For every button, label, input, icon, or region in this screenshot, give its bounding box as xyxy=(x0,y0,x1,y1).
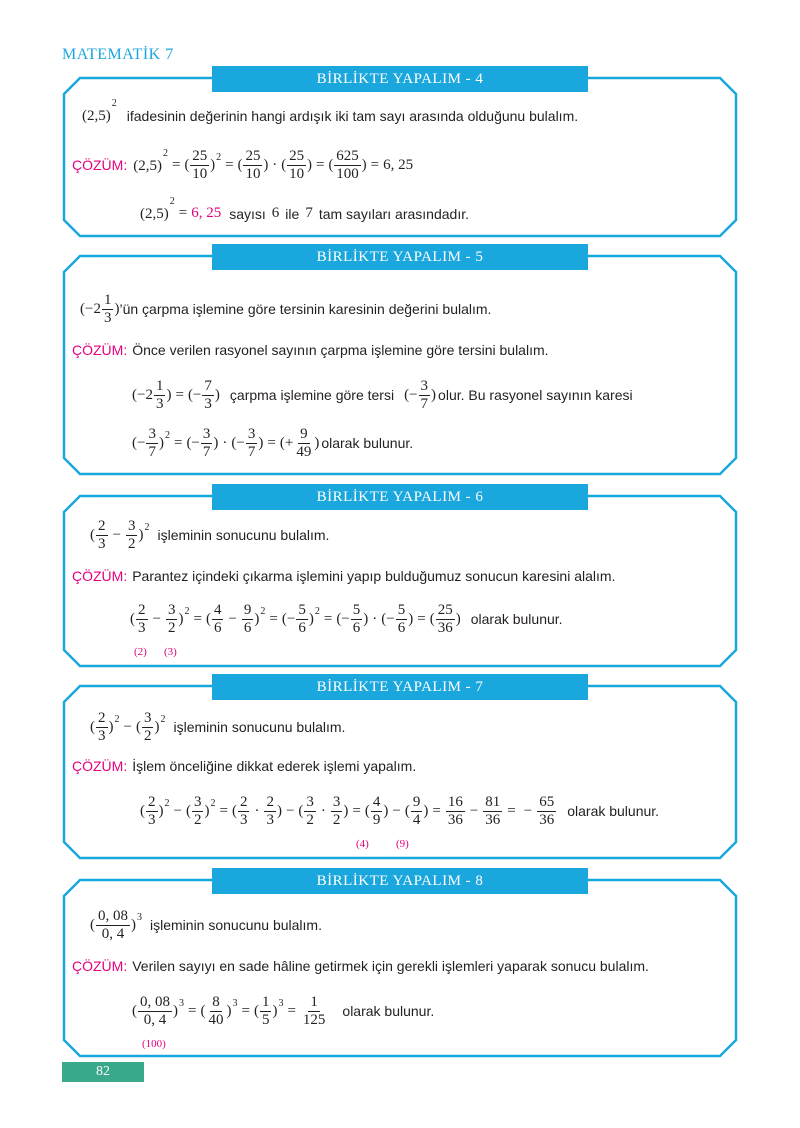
solution-5 xyxy=(72,342,549,358)
solution-line-8: ( $\frac{0, 08}{0, 4}$ ) 3 = ( $\frac{8}{40}$ ) 3 = ( $\frac{1}{5}$ ) 3 = $\frac{1}{125}$ olarak bulunur. xyxy=(132,994,435,1028)
page-number: 82 xyxy=(62,1062,144,1082)
solution-6 xyxy=(72,568,615,584)
highlight-value: 6, 25 xyxy=(191,205,222,221)
banner-7: BİRLİKTE YAPALIM - 7 xyxy=(212,674,588,700)
banner-5: BİRLİKTE YAPALIM - 5 xyxy=(212,244,588,270)
integer-upper: 7 xyxy=(305,205,313,221)
question-4: $(2,5)^2$ ifadesinin değerinin hangi ardışık iki tam sayı arasında olduğunu bulalım. xyxy=(82,98,579,124)
question-7: ( $\frac{2}{3}$ ) 2 − ( $\frac{3}{2}$ ) 2 işleminin sonucunu bulalım. xyxy=(90,710,346,744)
solution-label: ÇÖZÜM: xyxy=(72,157,128,173)
example-box-6 xyxy=(62,482,738,668)
multiplier-hint: (2) xyxy=(134,646,147,658)
multiplier-hint: (100) xyxy=(142,1038,166,1050)
solution-text: Önce verilen rasyonel sayının çarpma işlemine göre tersini bulalım. xyxy=(132,342,549,358)
example-box-4 xyxy=(62,66,738,238)
question-5: (−2 $\frac{1}{3}$ ) ’ün çarpma işlemine göre tersinin karesinin değerini bulalım. xyxy=(80,292,492,326)
question-6: ( $\frac{2}{3}$ − $\frac{3}{2}$ ) 2 işleminin sonucunu bulalım. xyxy=(90,518,330,552)
solution-line-2: (− $\frac{3}{7}$ ) 2 = (− $\frac{3}{7}$ ) · (− $\frac{3}{7}$ ) = (+ $\frac{9}{49}$ ) olarak bulunur. xyxy=(132,426,414,460)
solution-7 xyxy=(72,758,416,774)
integer-lower: 6 xyxy=(271,205,280,221)
multiplier-hint: (9) xyxy=(396,838,409,850)
page-header: MATEMATİK 7 xyxy=(62,46,174,63)
result-text: olarak bulunur. xyxy=(567,803,660,819)
conclusion-text: tam sayıları arasındadır. xyxy=(318,205,469,222)
solution-line-7: ( $\frac{2}{3}$ ) 2 − ( $\frac{3}{2}$ ) 2 = ( $\frac{2}{3}$ · $\frac{2}{3}$ ) − ( $\frac{3}{2}$ · $\frac{3}{2}$ ) = ( $\frac{4}{9}$ ) − ( $\frac{9}{4}$ ) = $\frac{16}{36}$ − $\frac{81}{36}$ = − $\frac{65}{36}$ olarak bulunur. xyxy=(140,794,660,828)
solution-8 xyxy=(72,958,649,974)
result-text: olarak bulunur. xyxy=(470,611,563,627)
banner-6: BİRLİKTE YAPALIM - 6 xyxy=(212,484,588,510)
solution-text: İşlem önceliğine dikkat ederek işlemi yapalım. xyxy=(132,758,417,774)
solution-line-1: (−2 $\frac{1}{3}$ ) = (− $\frac{7}{3}$ ) çarpma işlemine göre tersi (− $\frac{3}{7}$ ) olur. Bu rasyonel sayının karesi xyxy=(132,378,633,412)
solution-4: ÇÖZÜM: $(2,5)^2$ = ( $\frac{25}{10}$ ) 2 = ( $\frac{25}{10}$ ) · ( $\frac{25}{10}$ ) = ( $\frac{625}{100}$ ) = 6, 25 xyxy=(72,147,414,182)
solution-label: ÇÖZÜM: xyxy=(72,758,128,774)
solution-text: Verilen sayıyı en sade hâline getirmek için gerekli işlemleri yaparak sonucu bulalım. xyxy=(132,958,649,974)
solution-label: ÇÖZÜM: xyxy=(72,342,128,358)
conclusion-text: sayısı xyxy=(229,205,266,222)
conclusion-4: $(2,5)^2$ = 6, 25 sayısı 6 ile 7 tam sayıları arasındadır. xyxy=(140,196,469,222)
example-box-5 xyxy=(62,242,738,476)
banner-4: BİRLİKTE YAPALIM - 4 xyxy=(212,66,588,92)
result-text: olarak bulunur. xyxy=(342,1003,435,1019)
multiplier-hint: (4) xyxy=(356,838,369,850)
question-text: işleminin sonucunu bulalım. xyxy=(173,719,346,735)
question-text: ifadesinin değerinin hangi ardışık iki tam sayı arasında olduğunu bulalım. xyxy=(126,107,579,124)
banner-8: BİRLİKTE YAPALIM - 8 xyxy=(212,868,588,894)
question-text: işleminin sonucunu bulalım. xyxy=(150,917,322,933)
solution-label: ÇÖZÜM: xyxy=(72,958,128,974)
conclusion-text: ile xyxy=(285,205,300,222)
example-box-8 xyxy=(62,866,738,1058)
question-8: ( $\frac{0, 08}{0, 4}$ ) 3 işleminin sonucunu bulalım. xyxy=(90,908,322,942)
solution-line-6: ( $\frac{2}{3}$ − $\frac{3}{2}$ ) 2 = ( $\frac{4}{6}$ − $\frac{9}{6}$ ) 2 = (− $\frac{5}{6}$ ) 2 = (− $\frac{5}{6}$ ) · (− $\frac{5}{6}$ ) = ( $\frac{25}{36}$ ) olarak bulunur. xyxy=(130,602,563,636)
question-text: ’ün çarpma işlemine göre tersinin karesinin değerini bulalım. xyxy=(119,301,492,317)
solution-text: çarpma işlemine göre tersi xyxy=(229,387,395,403)
solution-text: olur. Bu rasyonel sayının karesi xyxy=(438,387,633,403)
solution-label: ÇÖZÜM: xyxy=(72,568,128,584)
example-box-7 xyxy=(62,672,738,860)
multiplier-hint: (3) xyxy=(164,646,177,658)
solution-text: olarak bulunur. xyxy=(321,435,414,451)
question-text: işleminin sonucunu bulalım. xyxy=(157,527,330,543)
solution-text: Parantez içindeki çıkarma işlemini yapıp bulduğumuz sonucun karesini alalım. xyxy=(132,568,616,584)
